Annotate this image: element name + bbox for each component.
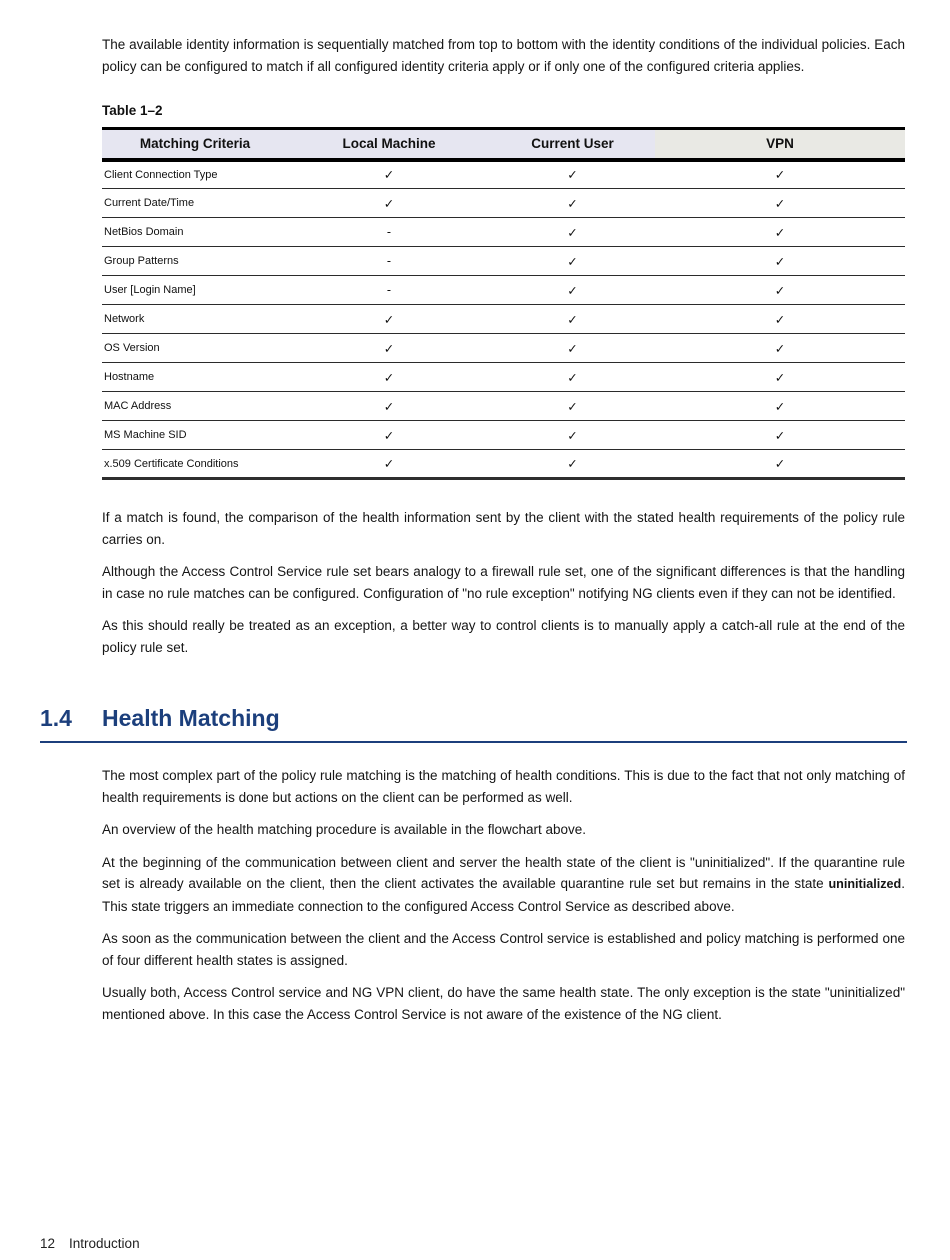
matching-criteria-table — [102, 127, 905, 480]
footer-section-name: Introduction — [69, 1236, 140, 1251]
check-mark: ✓ — [655, 218, 905, 247]
check-mark: ✓ — [774, 168, 786, 183]
table-row — [102, 276, 905, 305]
row-criteria: OS Version — [102, 334, 288, 363]
table-row — [102, 421, 905, 450]
header-local-machine: Local Machine — [288, 129, 490, 160]
check-mark: ✓ — [288, 189, 490, 218]
check-mark: ✓ — [655, 450, 905, 479]
row-criteria: Current Date/Time — [102, 189, 288, 218]
row-criteria: User [Login Name] — [102, 276, 288, 305]
section-heading-health-matching — [40, 705, 907, 743]
check-mark: ✓ — [490, 363, 655, 392]
paragraph-catch-all: As this should really be treated as an exception, a better way to control clients is to manually apply a catch-all rule at the end of the policy rule set. — [102, 618, 905, 655]
row-criteria: NetBios Domain — [102, 218, 288, 247]
paragraph-segment: At the beginning of the communication between client and server the health state of the client is "uninitialized". If the quarantine rule set is already available on the client, then the client activates the available quarantine rule set but remains in the state — [102, 854, 905, 891]
check-mark: ✓ — [490, 218, 655, 247]
dash-mark: - — [288, 276, 490, 305]
check-mark: ✓ — [490, 392, 655, 421]
row-criteria: Hostname — [102, 363, 288, 392]
check-mark: ✓ — [655, 305, 905, 334]
check-mark: ✓ — [288, 421, 490, 450]
intro-paragraph: The available identity information is sequentially matched from top to bottom with the identity conditions of the individual policies. Each policy can be configured to match if all configured identity criteria apply or if only one of the configured criteria applies. — [102, 37, 905, 74]
table-row — [102, 189, 905, 218]
check-mark: ✓ — [490, 276, 655, 305]
row-criteria: MS Machine SID — [102, 421, 288, 450]
check-mark: ✓ — [655, 363, 905, 392]
check-mark: ✓ — [490, 450, 655, 479]
dash-mark: - — [288, 218, 490, 247]
table-caption: Table 1–2 — [102, 103, 163, 118]
table-row — [102, 305, 905, 334]
table-row — [102, 450, 905, 479]
dash-mark: - — [288, 247, 490, 276]
check-mark: ✓ — [567, 168, 578, 183]
section-title: Health Matching — [102, 705, 280, 731]
check-mark: ✓ — [490, 247, 655, 276]
paragraph-same-health-state: Usually both, Access Control service and NG VPN client, do have the same health state. The only exception is the state "uninitialized" mentioned above. In this case the Access Control Service is not aware of the existence of the NG client. — [102, 985, 905, 1022]
check-mark: ✓ — [490, 305, 655, 334]
check-mark: ✓ — [288, 363, 490, 392]
paragraph-flowchart-overview: An overview of the health matching procedure is available in the flowchart above. — [102, 822, 587, 837]
table-row — [102, 334, 905, 363]
row-criteria: x.509 Certificate Conditions — [102, 450, 288, 479]
check-mark: ✓ — [655, 189, 905, 218]
check-mark: ✓ — [655, 392, 905, 421]
table-row — [102, 160, 905, 189]
bold-term-uninitialized: uninitialized — [828, 877, 902, 891]
table-row — [102, 247, 905, 276]
row-criteria: Network — [102, 305, 288, 334]
paragraph-match-found: If a match is found, the comparison of the health information sent by the client with the stated health requirements of the policy rule carries on. — [102, 510, 905, 547]
paragraph-segment: . This state triggers an immediate connection to the configured Access Control Service as described above. — [102, 876, 905, 914]
paragraph-rule-set-analogy: Although the Access Control Service rule set bears analogy to a firewall rule set, one of the significant differences is that the handling in case no rule matches can be configured. Configuration of "no rule exception" notifying NG clients even if they can not be identified. — [102, 564, 905, 601]
check-mark: ✓ — [490, 189, 655, 218]
check-mark: ✓ — [490, 421, 655, 450]
check-mark: ✓ — [288, 334, 490, 363]
check-mark: ✓ — [288, 305, 490, 334]
row-criteria: Group Patterns — [102, 247, 288, 276]
row-criteria: MAC Address — [102, 392, 288, 421]
check-mark: ✓ — [655, 421, 905, 450]
paragraph-health-states-assigned: As soon as the communication between the client and the Access Control service is established and policy matching is performed one of four different health states is assigned. — [102, 931, 905, 968]
paragraph-health-complex: The most complex part of the policy rule matching is the matching of health conditions. This is due to the fact that not only matching of health requirements is done but actions on the client can be performed as well. — [102, 768, 905, 805]
check-mark: ✓ — [288, 450, 490, 479]
table-row — [102, 363, 905, 392]
header-current-user: Current User — [490, 129, 655, 160]
check-mark: ✓ — [655, 247, 905, 276]
check-mark: ✓ — [288, 392, 490, 421]
table-row — [102, 392, 905, 421]
table-header — [102, 129, 905, 160]
check-mark: ✓ — [490, 334, 655, 363]
header-matching-criteria: Matching Criteria — [102, 129, 288, 160]
section-number: 1.4 — [40, 705, 72, 731]
footer-page-number: 12 — [40, 1236, 56, 1251]
check-mark: ✓ — [383, 168, 395, 183]
header-vpn: VPN — [655, 129, 905, 160]
paragraph-uninitialized-state — [102, 852, 905, 918]
row-criteria: Client Connection Type — [104, 168, 218, 181]
table-row — [102, 218, 905, 247]
check-mark: ✓ — [655, 334, 905, 363]
page-footer — [40, 1236, 140, 1251]
check-mark: ✓ — [655, 276, 905, 305]
page-content — [40, 0, 905, 1036]
